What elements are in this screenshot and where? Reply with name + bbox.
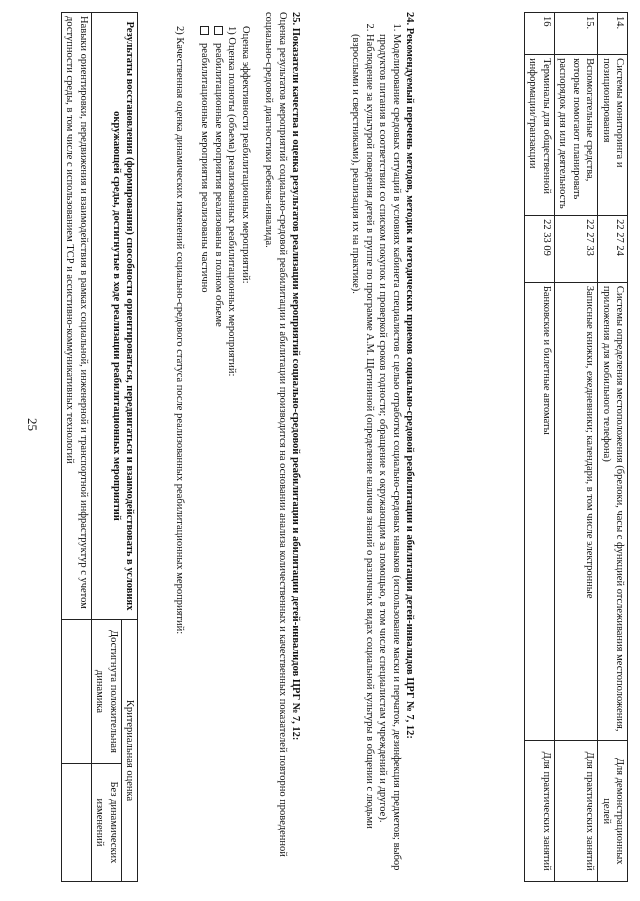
tsr-name: Системы мониторинга и позиционирования [598,55,628,216]
tsr-usage: Для практических занятий [554,741,597,882]
section-24-title: 24. Рекомендуемый перечень методов, методик и методических приемов социально-средовой реабилитации и абилитации детей-инвалидов ЦРГ № 7, 12: [404,12,415,739]
rotated-document [48,12,628,892]
tsr-name: Вспомогательные средства, которые помогают планировать распорядок дня или деятельность [554,55,597,216]
tsr-code: 22 27 24 [598,216,628,283]
check-label: реабилитационные мероприятия реализованы в полном объеме [212,43,224,327]
tsr-usage: Для практических занятий [524,741,554,882]
tsr-usage: Для демонстрационных целей [598,741,628,882]
tsr-description: Банковские и билетные автоматы [524,282,554,741]
tsr-code: 22 33 09 [524,216,554,283]
positive-dynamics-header: Достигнута положительная динамика [91,620,121,764]
table-row [598,13,628,882]
criteria-header: Критериальная оценка [121,620,137,882]
table-row [554,13,597,882]
no-dynamics-header: Без динамических изменений [91,763,121,881]
section-25 [173,12,303,882]
tsr-description: Системы определения местоположения (брелоки, часы с функцией отслеживания местоположения, приложения для мобильного телефона) [598,282,628,741]
method-item: 2. Наблюдение за культурой поведения детей в группе по программе А.М. Щетининой (определение наличия знаний о различных видах социальной культуры в общении с людьми (взрослыми и сверстниками), реализация их на практике). [349,34,376,882]
tsr-code: 22 27 33 [554,216,597,283]
table-row [524,13,554,882]
quality-item: 2) Качественная оценка динамических изменений социально-средового статуса после реализованных реабилитационных мероприятий: [173,26,185,635]
evaluation-table [61,12,138,882]
page-number: 25 [25,418,40,431]
check-row [211,12,224,882]
row-number: 15. [554,13,597,55]
section-25-intro: Оценка результатов мероприятий социально-средовой реабилитации и абилитации производится на основании анализа количественных и качественных показателей повторно проведенной социально-средовой диагностики ребенка-инвалида. [263,12,288,857]
section-25-title: 25. Показатели качества и оценка результатов реализации мероприятий социально-средовой реабилитации и абилитации детей-инвалидов ЦРГ № 7, 12: [290,12,301,741]
check-row [198,12,211,882]
check-label: реабилитационные мероприятия реализованы частично [199,43,211,293]
efficiency-label: Оценка эффективности реабилитационных мероприятий: [239,26,251,284]
empty-cell [61,763,91,881]
checkbox[interactable] [214,26,223,35]
completeness-item: 1) Оценка полноты (объема) реализованных реабилитационных мероприятий: [226,26,238,377]
table-row [61,13,91,882]
tsr-table [524,12,628,882]
row-number: 14. [598,13,628,55]
row-number: 16 [524,13,554,55]
skills-cell: Навыки ориентировки, передвижения и взаимодействия в рамках социальной, инженерной и транспортной инфраструктур с учетом доступности среды, в том числе с использованием ТСР и ассистивно-коммуникативных технологий [61,13,91,620]
empty-cell [61,620,91,764]
tsr-name: Терминалы для общественной информации/транзакции [524,55,554,216]
table-row [121,13,137,882]
checkbox[interactable] [200,26,209,35]
results-header: Результаты восстановления (формирования) способности ориентироваться, передвигаться и взаимодействовать в условиях окружающей среды, достигнутые в ходе реализации реабилитационных мероприятий [91,13,137,620]
method-item: 1. Моделирование средовых ситуаций в условиях кабинета специалистов с целью отработки социально-средовых навыков (использование маски и перчаток, дезинфекция предметов; выбор продуктов питания в соответствии со списком покупок и проверкой сроков годности; обращение к окружающим за помощью, в том числе специалистам учреждений и другое). [376,34,403,882]
section-24 [349,12,416,882]
tsr-description: Записные книжки, ежедневники; календари, в том числе электронные [554,282,597,741]
